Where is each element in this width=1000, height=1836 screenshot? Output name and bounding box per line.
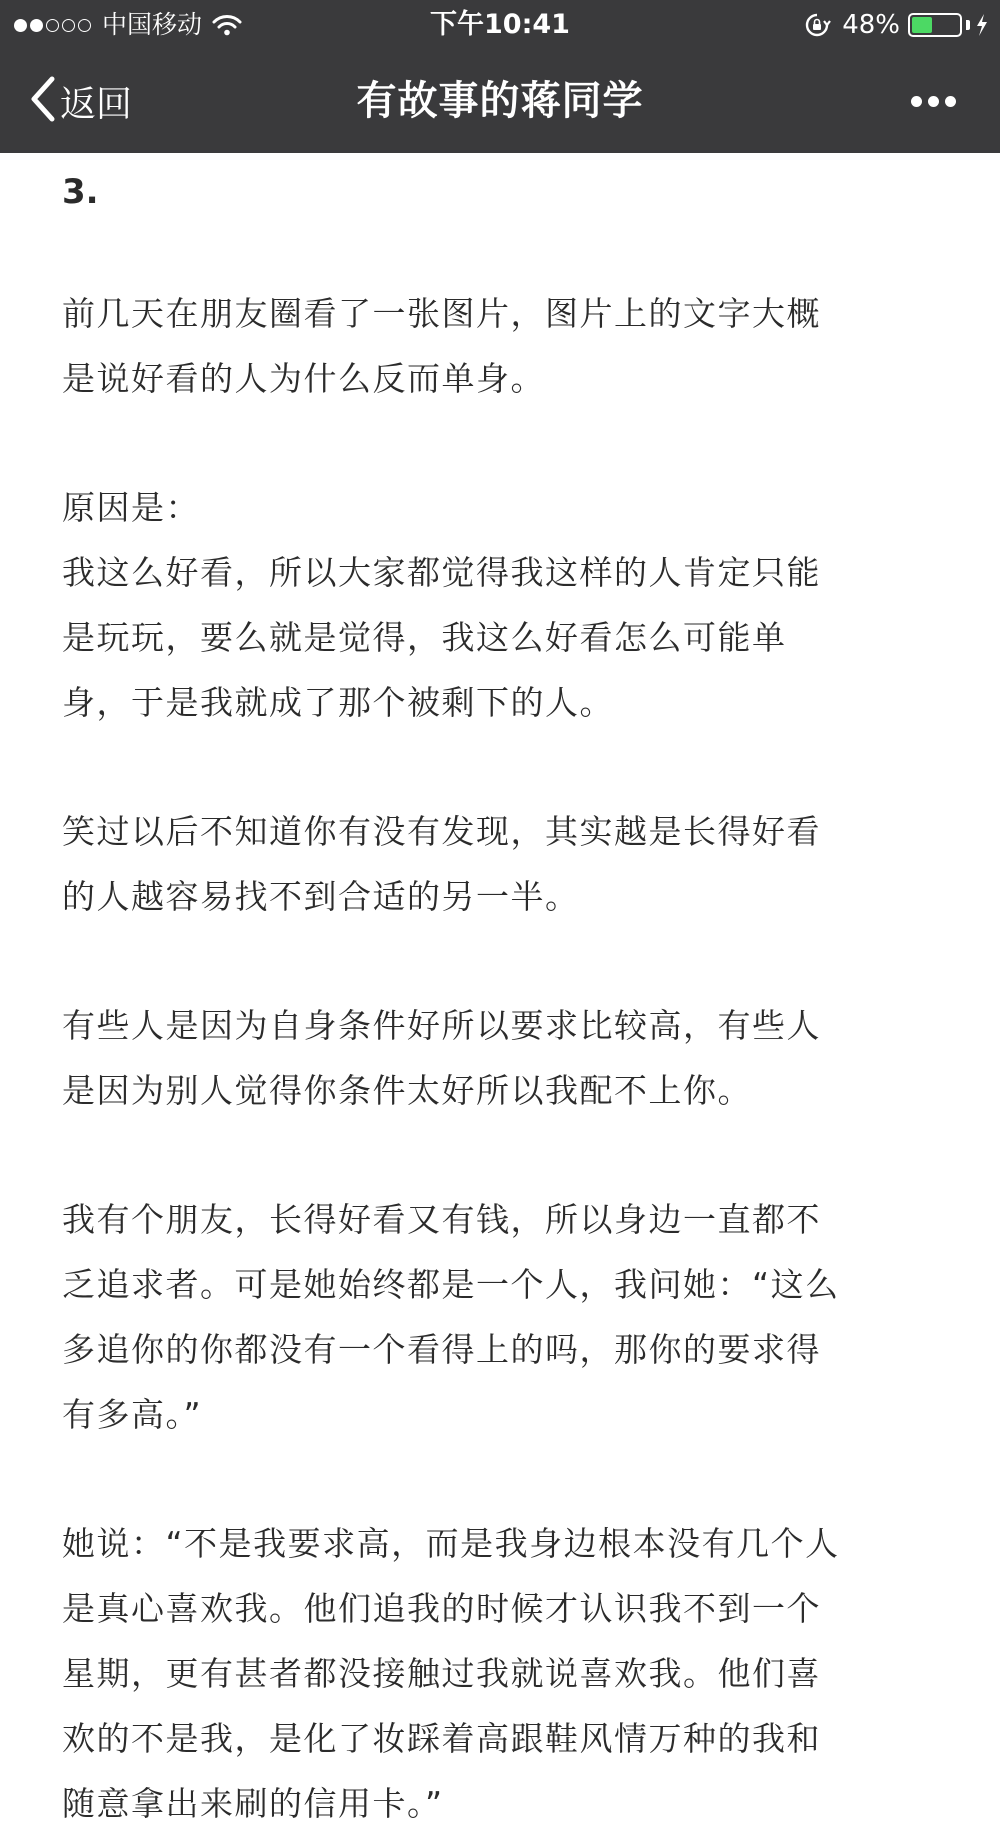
- battery-icon: [908, 13, 962, 37]
- battery-percent: 48%: [842, 10, 900, 40]
- charging-bolt-icon: [976, 14, 988, 36]
- paragraph-line: 乏追求者。可是她始终都是一个人，我问她：“这么: [62, 1265, 840, 1304]
- paragraph-line: 前几天在朋友圈看了一张图片，图片上的文字大概: [62, 294, 821, 333]
- app-header: [0, 0, 1000, 153]
- paragraph-line: 我这么好看，所以大家都觉得我这样的人肯定只能: [62, 553, 821, 592]
- paragraph-line: 是说好看的人为什么反而单身。: [62, 359, 545, 398]
- paragraph-line: 欢的不是我，是化了妆踩着高跟鞋风情万种的我和: [62, 1719, 821, 1758]
- paragraph-line: 身，于是我就成了那个被剩下的人。: [62, 683, 614, 722]
- paragraph-line: 是因为别人觉得你条件太好所以我配不上你。: [62, 1071, 752, 1110]
- more-dots-icon: [928, 96, 939, 107]
- status-bar: [0, 0, 1000, 50]
- paragraph-line: 有多高。”: [62, 1395, 203, 1434]
- more-dots-icon: [945, 96, 956, 107]
- paragraph-line: 的人越容易找不到合适的另一半。: [62, 877, 580, 916]
- back-label: 返回: [60, 83, 133, 125]
- paragraph-gap: [62, 217, 942, 281]
- paragraph-gap: [62, 929, 942, 993]
- paragraph-line: 笑过以后不知道你有没有发现，其实越是长得好看: [62, 812, 821, 851]
- paragraph-gap: [62, 1447, 942, 1511]
- paragraph-gap: [62, 411, 942, 475]
- more-dots-icon: [911, 96, 922, 107]
- paragraph-line: 多追你的你都没有一个看得上的吗，那你的要求得: [62, 1330, 821, 1369]
- paragraph-list: [62, 217, 942, 1836]
- navigation-bar: [0, 50, 1000, 153]
- paragraph: [62, 281, 942, 411]
- article-body: [62, 153, 942, 1836]
- paragraph-line: 她说：“不是我要求高，而是我身边根本没有几个人: [62, 1524, 840, 1563]
- more-button[interactable]: [905, 88, 956, 114]
- paragraph-line: 是真心喜欢我。他们追我的时候才认识我不到一个: [62, 1589, 821, 1628]
- paragraph-line: 原因是：: [62, 488, 200, 527]
- page-title: 有故事的蒋同学: [356, 78, 644, 124]
- paragraph-line: 星期，更有甚者都没接触过我就说喜欢我。他们喜: [62, 1654, 821, 1693]
- paragraph: [62, 1511, 942, 1836]
- paragraph-line: 有些人是因为自身条件好所以要求比较高，有些人: [62, 1006, 821, 1045]
- paragraph: [62, 799, 942, 929]
- paragraph: [62, 475, 942, 735]
- paragraph-gap: [62, 1123, 942, 1187]
- battery-level: [912, 17, 932, 33]
- rotation-lock-icon: [804, 12, 830, 38]
- paragraph: [62, 993, 942, 1123]
- paragraph-line: 是玩玩，要么就是觉得，我这么好看怎么可能单: [62, 618, 787, 657]
- battery-cap: [966, 20, 970, 30]
- paragraph-gap: [62, 735, 942, 799]
- paragraph-line: 随意拿出来刷的信用卡。”: [62, 1784, 444, 1823]
- status-right: [804, 0, 988, 50]
- paragraph: [62, 1187, 942, 1447]
- paragraph-line: 我有个朋友，长得好看又有钱，所以身边一直都不: [62, 1200, 821, 1239]
- carrier-name: 中国移动: [102, 10, 203, 39]
- section-number: 3.: [62, 172, 99, 212]
- status-time: 下午10:41: [430, 9, 570, 40]
